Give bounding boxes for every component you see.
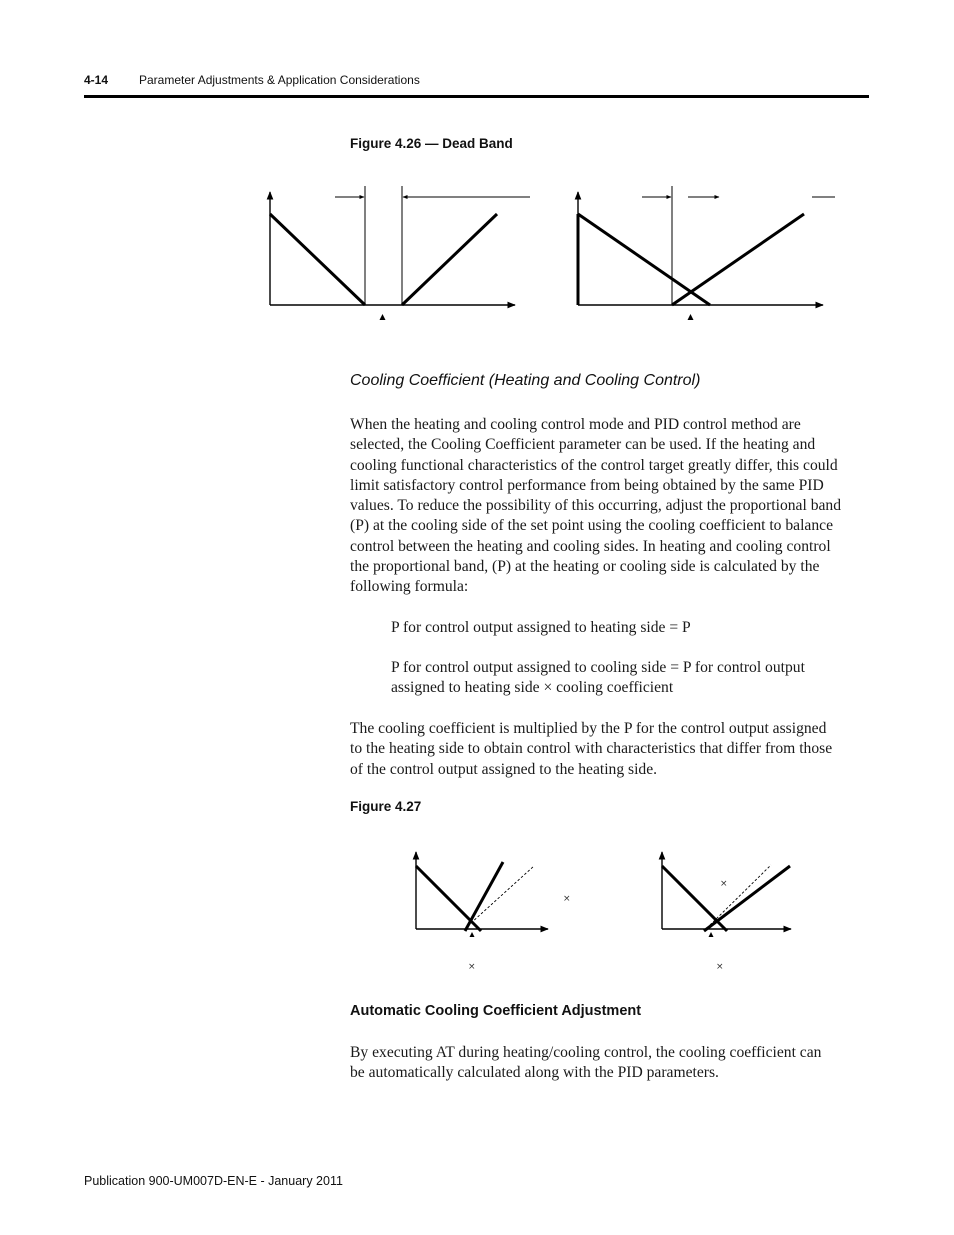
set-point-marker [688,314,694,320]
figure-4-27-caption: Figure 4.27 [350,799,422,814]
cooling-coefficient-diagram-right [654,845,799,975]
cooling-line-gentle [704,866,790,931]
set-point-marker [380,314,386,320]
times-mark: × [563,894,571,904]
formula-cooling-side: P for control output assigned to cooling side = P for control output assigned to heating side × cooling coefficient [391,659,805,697]
section-heading-cooling-coefficient: Cooling Coefficient (Heating and Cooling Control) [350,372,701,389]
page-number: 4-14 [84,73,109,87]
heating-line [270,214,365,305]
formula-heating-side: P for control output assigned to heating side = P [391,619,691,636]
times-mark: × [468,962,476,972]
dead-band-diagram-right [570,182,840,327]
dead-band-diagram-left [262,182,532,327]
publication-footer: Publication 900-UM007D-EN-E - January 2011 [84,1174,343,1188]
section-heading-auto-cooling-coefficient: Automatic Cooling Coefficient Adjustment [350,1003,642,1019]
auto-cooling-coefficient-paragraph: By executing AT during heating/cooling control, the cooling coefficient can be automatically calculated along with the PID parameters. [350,1044,822,1082]
figure-4-26-caption: Figure 4.26 — Dead Band [350,136,513,151]
cooling-line-steep [465,862,503,931]
cooling-line-reference [471,866,534,923]
set-point-marker [470,932,475,937]
cooling-coefficient-paragraph-2: The cooling coefficient is multiplied by the P for the control output assigned to the heating side to obtain control with characteristics that differ from those of the control output assigned to the heating side. [350,720,833,778]
cooling-line [672,214,804,305]
set-point-marker [709,932,714,937]
cooling-line-reference [710,865,771,925]
running-header-title: Parameter Adjustments & Application Considerations [139,73,420,87]
cooling-line [402,214,497,305]
cooling-coefficient-paragraph: When the heating and cooling control mode and PID control method are selected, the Cooling Coefficient parameter can be used. If the heating and cooling functional characteristics of the control target greatly differ, this could limit satisfactory control performance from being obtained by the same PID values. To reduce the possibility of this occurring, adjust the proportional band (P) at the cooling side of the set point using the cooling coefficient to balance control between the heating and cooling sides. In heating and cooling control the proportional band, (P) at the heating or cooling side is calculated by the following formula: [350,416,842,596]
header-rule [84,95,869,98]
times-mark: × [720,879,728,889]
times-mark: × [716,962,724,972]
cooling-coefficient-diagram-left [408,845,573,975]
